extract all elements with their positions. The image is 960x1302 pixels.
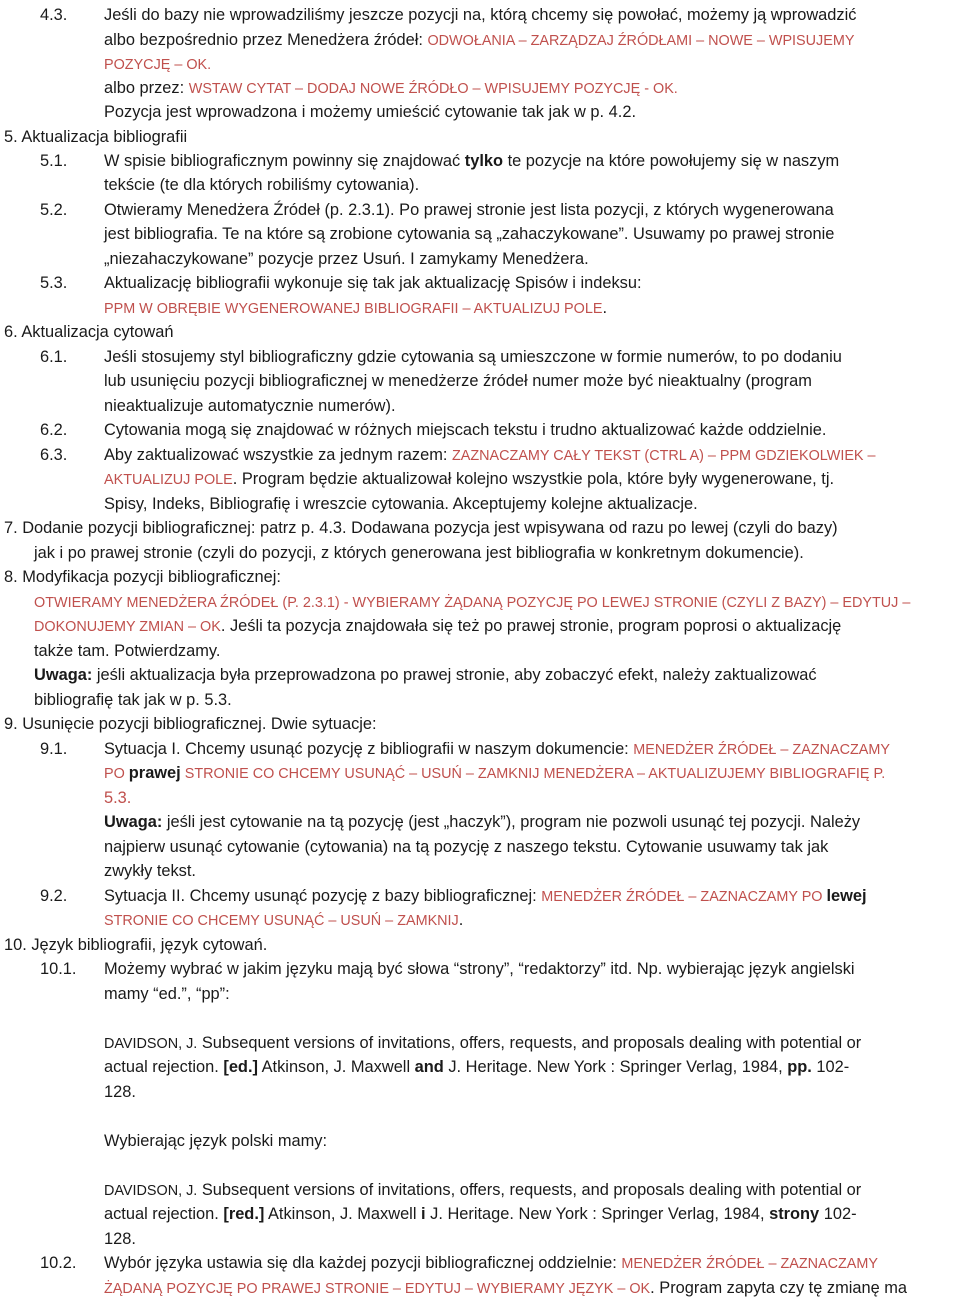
text-segment: Atkinson, J. Maxwell <box>257 1058 415 1076</box>
text-line <box>104 739 890 760</box>
text-line <box>34 690 232 710</box>
bold-text: Uwaga: <box>104 813 163 831</box>
bold-text: lewej <box>826 887 867 905</box>
text-segment: Aktualizację bibliografii wykonuje się tak jak aktualizację Spisów i indeksu: <box>104 274 642 292</box>
text-line <box>104 445 876 466</box>
text-segment: 9. Usunięcie pozycji bibliograficznej. Dwie sytuacje: <box>4 715 377 733</box>
menu-path-text: STRONIE CO CHCEMY USUNĄĆ – USUŃ – ZAMKNIJ <box>104 913 459 929</box>
bold-text: tylko <box>464 152 504 170</box>
text-line <box>40 445 67 465</box>
text-segment: 10.1. <box>40 960 77 978</box>
text-line <box>104 763 885 784</box>
text-segment: Subsequent versions of invitations, offers, requests, and proposals dealing with potential or <box>197 1034 862 1052</box>
text-line <box>104 175 419 195</box>
text-segment: jeśli aktualizacja była przeprowadzona po prawej stronie, aby zobaczyć efekt, należy zaktualizować <box>92 666 817 684</box>
text-segment: 9.2. <box>40 887 68 905</box>
text-line <box>104 78 678 99</box>
text-segment: 5.3. <box>40 274 68 292</box>
text-line <box>40 273 67 293</box>
bold-text: strony <box>769 1205 820 1223</box>
text-segment: 6.2. <box>40 421 68 439</box>
text-segment: albo bezpośrednio przez Menedżera źródeł: <box>104 31 428 49</box>
text-segment: 10.2. <box>40 1254 77 1272</box>
text-segment: 102- <box>811 1058 850 1076</box>
text-segment: bibliografię tak jak w p. 5.3. <box>34 691 232 709</box>
text-segment: Otwieramy Menedżera Źródeł (p. 2.3.1). Po prawej stronie jest lista pozycji, z których wygenerowana <box>104 201 834 219</box>
text-segment: actual rejection. <box>104 1058 224 1076</box>
text-line <box>104 1131 327 1151</box>
text-line <box>40 886 67 906</box>
bold-text: prawej <box>128 764 181 782</box>
text-line <box>104 959 855 979</box>
text-segment: W spisie bibliograficznym powinny się znajdować <box>104 152 465 170</box>
text-line <box>4 127 187 147</box>
text-line <box>104 1204 857 1224</box>
text-line <box>104 861 196 881</box>
text-segment: 102- <box>819 1205 857 1223</box>
text-line <box>104 30 854 51</box>
text-line <box>104 224 834 244</box>
menu-path-text: PPM W OBRĘBIE WYGENEROWANEJ BIBLIOGRAFII – AKTUALIZUJ POLE <box>104 301 603 317</box>
text-segment: najpierw usunąć cytowanie (cytowania) na tą pozycję z naszego tekstu. Cytowanie usuwamy tak jak <box>104 838 829 856</box>
text-line <box>34 543 804 563</box>
text-line <box>104 984 230 1004</box>
text-segment: 10. Język bibliografii, język cytowań. <box>4 936 268 954</box>
text-line <box>104 1082 136 1102</box>
text-segment: Aby zaktualizować wszystkie za jednym razem: <box>104 446 452 464</box>
text-segment: 5.2. <box>40 201 68 219</box>
menu-path-text: MENEDŻER ŹRÓDEŁ – ZAZNACZAMY <box>621 1256 878 1272</box>
text-segment: Atkinson, J. Maxwell <box>264 1205 422 1223</box>
menu-path-text: DOKONUJEMY ZMIAN – OK <box>34 619 221 635</box>
text-line <box>104 347 842 367</box>
text-segment: . Program będzie aktualizował kolejno wszystkie pola, które były wygenerowane, tj. <box>232 470 835 488</box>
text-segment: DAVIDSON, J. <box>104 1036 198 1052</box>
text-segment: tekście (te dla których robiliśmy cytowania). <box>104 176 420 194</box>
text-line <box>34 592 910 613</box>
text-segment: J. Heritage. New York : Springer Verlag, 1984, <box>443 1058 788 1076</box>
text-line <box>104 249 589 269</box>
bold-text: pp. <box>787 1058 812 1076</box>
menu-path-text: 5.3. <box>104 789 132 807</box>
text-line <box>40 420 67 440</box>
text-line <box>104 5 856 25</box>
bold-text: i <box>421 1205 426 1223</box>
text-segment: 5.1. <box>40 152 68 170</box>
text-segment: 128. <box>104 1083 136 1101</box>
text-line <box>104 812 860 832</box>
bold-text: and <box>414 1058 444 1076</box>
text-segment: . <box>602 299 607 317</box>
text-segment: 6.1. <box>40 348 68 366</box>
text-segment: . Program zapyta czy tę zmianę ma <box>650 1279 908 1297</box>
text-segment: Pozycja jest wprowadzona i możemy umieścić cytowanie tak jak w p. 4.2. <box>104 103 636 121</box>
text-segment: także tam. Potwierdzamy. <box>34 642 221 660</box>
text-line <box>104 1180 861 1201</box>
text-line <box>4 518 838 538</box>
text-line <box>104 469 834 490</box>
text-line <box>40 200 67 220</box>
text-segment: Cytowania mogą się znajdować w różnych miejscach tekstu i trudno aktualizować każde oddzielnie. <box>104 421 827 439</box>
text-line <box>104 371 812 391</box>
text-line <box>104 298 607 319</box>
menu-path-text: STRONIE CO CHCEMY USUNĄĆ – USUŃ – ZAMKNIJ MENEDŻERA – AKTUALIZUJEMY BIBLIOGRAFIĘ P. <box>180 766 886 782</box>
bold-text: Uwaga: <box>34 666 93 684</box>
menu-path-text: POZYCJĘ – OK. <box>104 57 212 73</box>
text-line <box>104 200 834 220</box>
text-segment: mamy “ed.”, “pp”: <box>104 985 230 1003</box>
menu-path-text: AKTUALIZUJ POLE <box>104 472 233 488</box>
text-segment: 4.3. <box>40 6 68 24</box>
text-line <box>40 347 67 367</box>
text-line <box>104 396 396 416</box>
text-line <box>34 665 817 685</box>
text-line <box>104 910 463 931</box>
text-segment: 7. Dodanie pozycji bibliograficznej: patrz p. 4.3. Dodawana pozycja jest wpisywana od razu po lewej (czyli do bazy) <box>4 519 838 537</box>
text-segment: J. Heritage. New York : Springer Verlag, 1984, <box>425 1205 770 1223</box>
text-segment: nieaktualizuje automatycznie numerów). <box>104 397 396 415</box>
text-segment: Sytuacja II. Chcemy usunąć pozycję z bazy bibliograficznej: <box>104 887 542 905</box>
bold-text: [ed.] <box>223 1058 258 1076</box>
text-segment: „niezahaczykowane” pozycje przez Usuń. I zamykamy Menedżera. <box>104 250 589 268</box>
text-line <box>104 1057 849 1077</box>
text-line <box>4 322 173 342</box>
bold-text: [red.] <box>223 1205 265 1223</box>
text-line <box>104 1229 136 1249</box>
text-line <box>40 5 67 25</box>
text-segment: 6. Aktualizacja cytowań <box>4 323 174 341</box>
text-segment: Jeśli stosujemy styl bibliograficzny gdzie cytowania są umieszczone w formie numerów, to po dodaniu <box>104 348 842 366</box>
text-segment: Sytuacja I. Chcemy usunąć pozycję z bibliografii w naszym dokumencie: <box>104 740 634 758</box>
menu-path-text: MENEDŻER ŹRÓDEŁ – ZAZNACZAMY <box>633 742 890 758</box>
text-segment: 6.3. <box>40 446 68 464</box>
text-line <box>104 54 211 75</box>
text-segment: . Jeśli ta pozycja znajdowała się też po prawej stronie, program poprosi o aktualizację <box>220 617 842 635</box>
menu-path-text: ŻĄDANĄ POZYCJĘ PO PRAWEJ STRONIE – EDYTUJ – WYBIERAMY JĘZYK – OK <box>104 1281 651 1297</box>
text-line <box>34 616 841 637</box>
text-line <box>104 1033 861 1054</box>
text-line <box>104 837 828 857</box>
text-segment: 9.1. <box>40 740 68 758</box>
text-segment: Jeśli do bazy nie wprowadziliśmy jeszcze pozycji na, którą chcemy się powołać, możemy ją wprowadzić <box>104 6 857 24</box>
text-segment: albo przez: <box>104 79 189 97</box>
text-segment: jeśli jest cytowanie na tą pozycję (jest „haczyk”), program nie pozwoli usunąć tej pozycji. Należy <box>162 813 861 831</box>
text-segment: 128. <box>104 1230 136 1248</box>
menu-path-text: ZAZNACZAMY CAŁY TEKST (CTRL A) – PPM GDZIEKOLWIEK – <box>451 448 876 464</box>
text-segment: Możemy wybrać w jakim języku mają być słowa “strony”, “redaktorzy” itd. Np. wybierając język angielski <box>104 960 855 978</box>
text-line <box>104 151 839 171</box>
text-segment: Wybór języka ustawia się dla każdej pozycji bibliograficznej oddzielnie: <box>104 1254 622 1272</box>
text-segment: Subsequent versions of invitations, offers, requests, and proposals dealing with potential or <box>197 1181 862 1199</box>
text-line <box>104 102 636 122</box>
text-line <box>40 151 67 171</box>
text-line <box>104 886 867 907</box>
text-segment: zwykły tekst. <box>104 862 196 880</box>
text-line <box>40 959 76 979</box>
menu-path-text: OTWIERAMY MENEDŻERA ŹRÓDEŁ (P. 2.3.1) - WYBIERAMY ŻĄDANĄ POZYCJĘ PO LEWEJ STRONIE (CZYLI Z BAZY) – EDYTUJ – <box>34 595 911 611</box>
text-segment: Spisy, Indeks, Bibliografię i wreszcie cytowania. Akceptujemy kolejne aktualizacje. <box>104 495 698 513</box>
text-line <box>104 494 698 514</box>
text-segment: te pozycje na które powołujemy się w naszym <box>503 152 840 170</box>
text-segment: actual rejection. <box>104 1205 224 1223</box>
text-segment: Wybierając język polski mamy: <box>104 1132 328 1150</box>
text-segment: lub usunięciu pozycji bibliograficznej w menedżerze źródeł numer może być nieaktualny (program <box>104 372 812 390</box>
text-segment: jest bibliografia. Te na które są zrobione cytowania są „zahaczykowane”. Usuwamy po prawej stronie <box>104 225 835 243</box>
text-line <box>40 739 67 759</box>
text-line <box>104 1253 878 1274</box>
text-line <box>104 1278 907 1299</box>
text-segment: . <box>458 911 464 929</box>
text-line <box>104 788 131 808</box>
menu-path-text: WSTAW CYTAT – DODAJ NOWE ŹRÓDŁO – WPISUJEMY POZYCJĘ - OK. <box>188 81 678 97</box>
text-segment: DAVIDSON, J. <box>104 1183 198 1199</box>
menu-path-text: ODWOŁANIA – ZARZĄDZAJ ŹRÓDŁAMI – NOWE – WPISUJEMY <box>427 33 855 49</box>
text-line <box>34 641 220 661</box>
text-segment: jak i po prawej stronie (czyli do pozycji, z których generowana jest bibliografia w konkretnym dokumencie). <box>34 544 804 562</box>
text-line <box>104 273 642 293</box>
text-line <box>4 567 281 587</box>
text-segment: 8. Modyfikacja pozycji bibliograficznej: <box>4 568 281 586</box>
menu-path-text: MENEDŻER ŹRÓDEŁ – ZAZNACZAMY PO <box>541 889 827 905</box>
text-line <box>4 714 377 734</box>
text-line <box>40 1253 76 1273</box>
text-line <box>104 420 826 440</box>
menu-path-text: PO <box>104 766 129 782</box>
text-line <box>4 935 267 955</box>
text-segment: 5. Aktualizacja bibliografii <box>4 128 188 146</box>
